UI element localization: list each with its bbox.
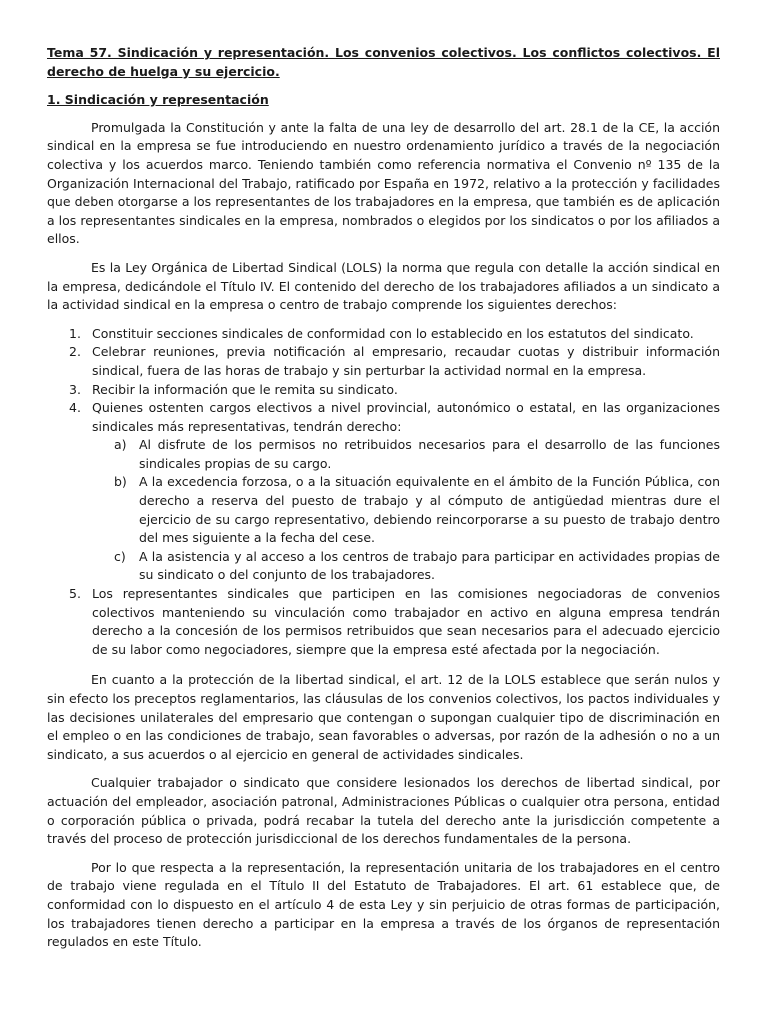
list-item — [47, 585, 720, 659]
list-item-text: Constituir secciones sindicales de conformidad con lo establecido en los estatutos del sindicato. — [92, 325, 694, 341]
sub-list-letter: a) — [114, 437, 127, 453]
list-item — [47, 399, 720, 585]
list-item-text: Quienes ostenten cargos electivos a nivel provincial, autonómico o estatal, en las organizaciones sindicales más representativas, tendrán derecho: — [92, 400, 720, 434]
sub-list-text: Al disfrute de los permisos no retribuidos necesarios para el desarrollo de las funciones sindicales propias de su cargo. — [139, 437, 720, 471]
sub-list-letter: c) — [114, 548, 126, 564]
paragraph-after-1: En cuanto a la protección de la libertad sindical, el art. 12 de la LOLS establece que serán nulos y sin efecto los preceptos reglamentarios, las cláusulas de los convenios colectivos, los pactos individuales y las decisiones unilaterales del empresario que contengan o supongan cualquier tipo de discriminación en el empleo o en las condiciones de trabajo, sean favorables o adversas, por razón de la adhesión o no a un sindicato, a sus acuerdos o al ejercicio en general de actividades sindicales. — [47, 672, 720, 762]
list-item-number: 3. — [69, 381, 81, 397]
list-item-number: 2. — [69, 344, 81, 360]
list-item-number: 5. — [69, 586, 81, 602]
paragraph-after-2: Cualquier trabajador o sindicato que considere lesionados los derechos de libertad sindical, por actuación del empleador, asociación patronal, Administraciones Públicas o cualquier otra persona, entidad o corporación pública o privada, podrá recabar la tutela del derecho ante la jurisdicción competente a través del proceso de protección jurisdiccional de los derechos fundamentales de la persona. — [47, 775, 720, 847]
paragraph-after-3: Por lo que respecta a la representación, la representación unitaria de los trabajadores en el centro de trabajo viene regulada en el Título II del Estatuto de Trabajadores. El art. 61 establece que, de conformidad con lo dispuesto en el artículo 4 de esta Ley y sin perjuicio de otras formas de participación, los trabajadores tienen derecho a participar en la empresa a través de los órganos de representación regulados en este Título. — [47, 859, 720, 950]
list-item-text: Celebrar reuniones, previa notificación al empresario, recaudar cuotas y distribuir información sindical, fuera de las horas de trabajo y sin perturbar la actividad normal en la empresa. — [92, 344, 720, 378]
sub-list-text: A la excedencia forzosa, o a la situación equivalente en el ámbito de la Función Pública, con derecho a reserva del puesto de trabajo y al cómputo de antigüedad mientras dure el ejercicio de su cargo representativo, debiendo reincorporarse a su puesto de trabajo dentro del mes siguiente a la fecha del cese. — [139, 474, 720, 546]
sub-list-item — [92, 436, 720, 473]
sub-list-letter: b) — [114, 474, 127, 490]
document-page — [47, 44, 720, 962]
list-item-number: 4. — [69, 400, 81, 416]
section-heading: 1. Sindicación y representación — [47, 92, 269, 108]
sub-list-text: A la asistencia y al acceso a los centros de trabajo para participar en actividades propias de su sindicato o del conjunto de los trabajadores. — [139, 548, 720, 583]
document-title: Tema 57. Sindicación y representación. Los convenios colectivos. Los conflictos colectivos. El derecho de huelga y su ejercicio. — [47, 45, 720, 79]
list-item — [47, 381, 720, 400]
list-item — [47, 325, 720, 344]
list-item-number: 1. — [69, 325, 81, 341]
rights-list — [47, 325, 720, 660]
sub-list-item — [92, 473, 720, 547]
list-item-text: Recibir la información que le remita su sindicato. — [92, 381, 398, 397]
list-item — [47, 343, 720, 380]
paragraph-intro-2: Es la Ley Orgánica de Libertad Sindical (LOLS) la norma que regula con detalle la acción sindical en la empresa, dedicándole el Título IV. El contenido del derecho de los trabajadores afiliados a un sindicato a la actividad sindical en la empresa o centro de trabajo comprende los siguientes derechos: — [47, 259, 720, 313]
sub-list-item — [92, 548, 720, 585]
paragraph-intro-1: Promulgada la Constitución y ante la falta de una ley de desarrollo del art. 28.1 de la CE, la acción sindical en la empresa se fue introduciendo en nuestro ordenamiento jurídico a través de la negociación colectiva y los acuerdos marco. Teniendo también como referencia normativa el Convenio nº 135 de la Organización Internacional del Trabajo, ratificado por España en 1972, relativo a la protección y facilidades que deben otorgarse a los representantes de los trabajadores en la empresa, que también es de aplicación a los representantes sindicales en la empresa, nombrados o elegidos por los sindicatos o por los afiliados a ellos. — [47, 119, 720, 247]
list-item-text: Los representantes sindicales que participen en las comisiones negociadoras de convenios colectivos manteniendo su vinculación como trabajador en activo en alguna empresa tendrán derecho a la concesión de los permisos retribuidos que sean necesarios para el adecuado ejercicio de su labor como negociadores, siempre que la empresa esté afectada por la negociación. — [92, 586, 720, 657]
sub-list — [92, 436, 720, 585]
